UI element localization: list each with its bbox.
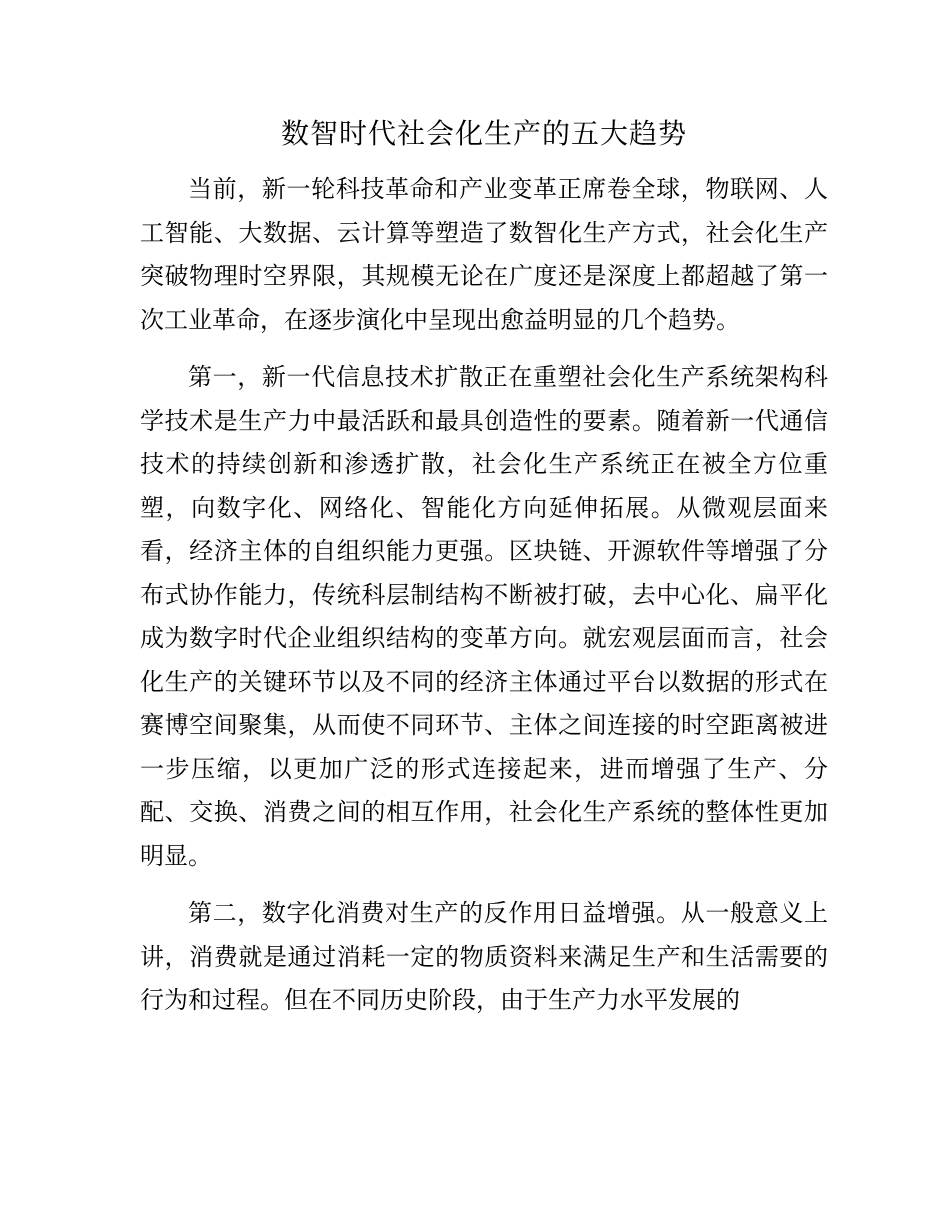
document-page xyxy=(140,112,828,1023)
document-title: 数智时代社会化生产的五大趋势 xyxy=(280,117,687,150)
document-body xyxy=(140,168,828,1023)
paragraph-intro: 当前，新一轮科技革命和产业变革正席卷全球，物联网、人工智能、大数据、云计算等塑造了数智化生产方式，社会化生产突破物理时空界限，其规模无论在广度还是深度上都超越了第一次工业革命，在逐步演化中呈现出愈益明显的几个趋势。 xyxy=(140,175,828,334)
paragraph-trend-1: 第一，新一代信息技术扩散正在重塑社会化生产系统架构科学技术是生产力中最活跃和最具创造性的要素。随着新一代通信技术的持续创新和渗透扩散，社会化生产系统正在被全方位重塑，向数字化、网络化、智能化方向延伸拓展。从微观层面来看，经济主体的自组织能力更强。区块链、开源软件等增强了分布式协作能力，传统科层制结构不断被打破，去中心化、扁平化成为数字时代企业组织结构的变革方向。就宏观层面而言，社会化生产的关键环节以及不同的经济主体通过平台以数据的形式在赛博空间聚集，从而使不同环节、主体之间连接的时空距离被进一步压缩，以更加广泛的形式连接起来，进而增强了生产、分配、交换、消费之间的相互作用，社会化生产系统的整体性更加明显。 xyxy=(140,363,828,870)
paragraph-trend-2: 第二，数字化消费对生产的反作用日益增强。从一般意义上讲，消费就是通过消耗一定的物质资料来满足生产和生活需要的行为和过程。但在不同历史阶段，由于生产力水平发展的 xyxy=(140,899,828,1014)
